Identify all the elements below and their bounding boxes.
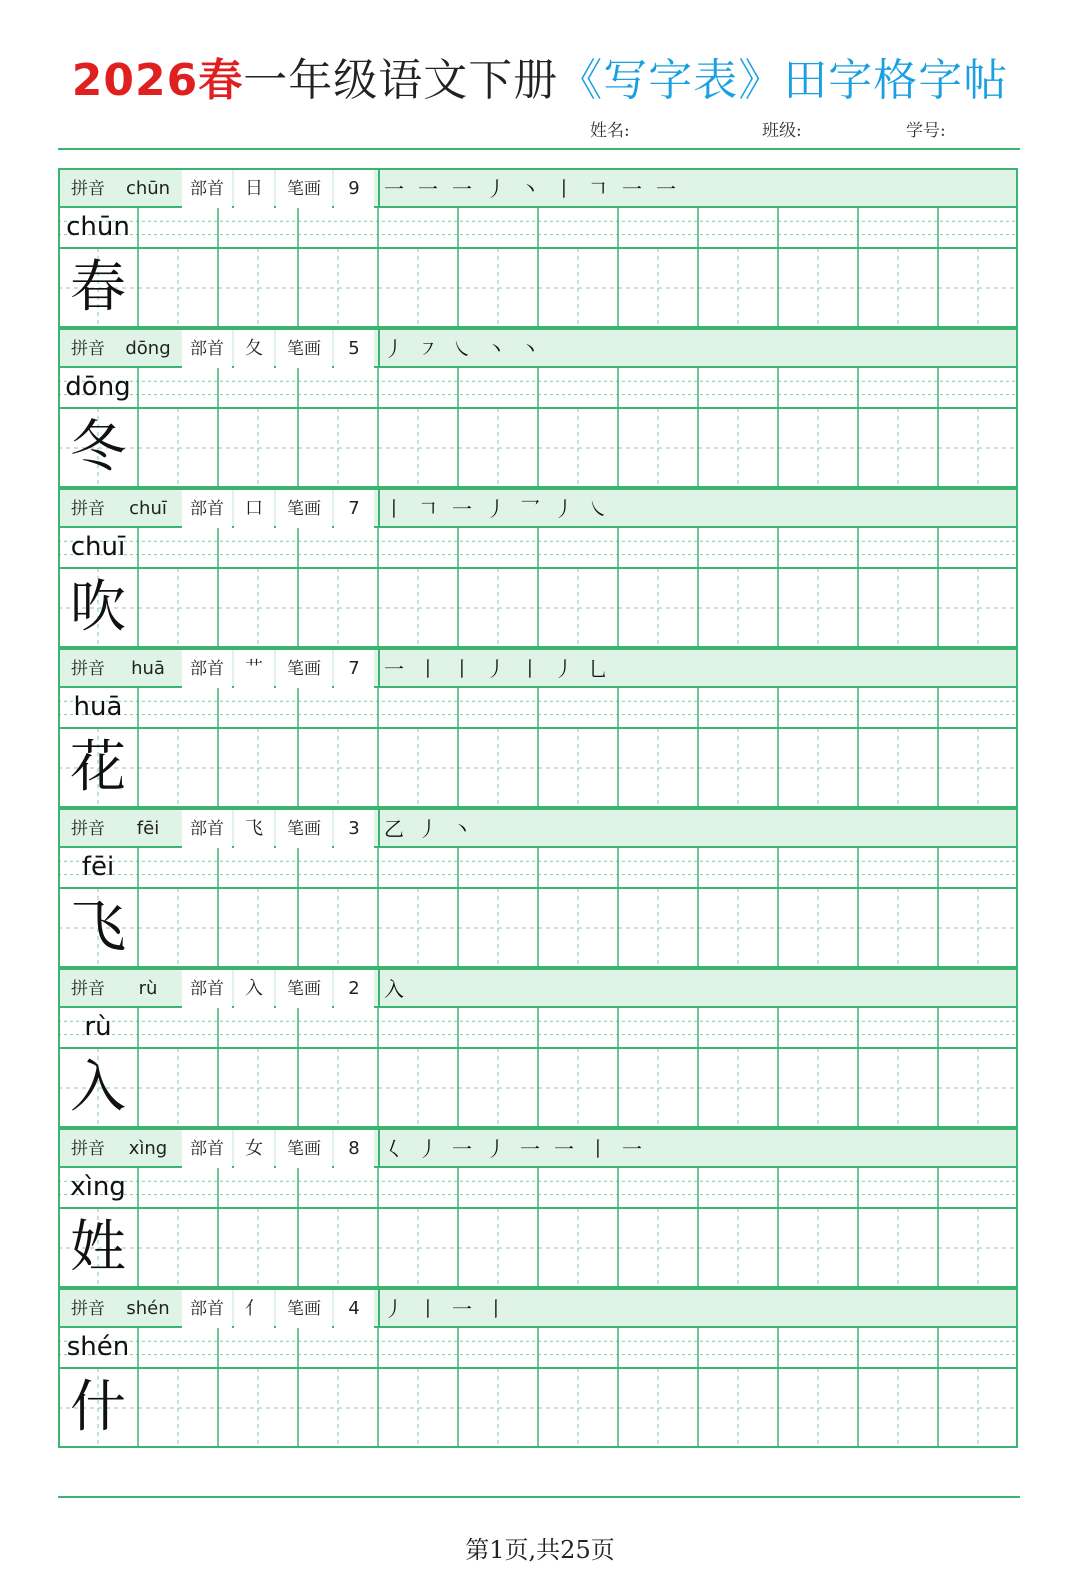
- model-character: 春: [70, 255, 126, 320]
- pinyin-label: 拼音: [71, 339, 105, 359]
- stroke-count-label: 笔画: [276, 1290, 332, 1328]
- pinyin-value: xìng: [128, 1138, 168, 1159]
- char-entry: [58, 488, 1018, 648]
- pinyin-value: fēi: [136, 818, 160, 839]
- radical-label: 部首: [182, 170, 232, 208]
- radical-value: 夂: [234, 330, 274, 368]
- writing-grid: [58, 208, 1018, 328]
- entry-info-row: [58, 1288, 1018, 1328]
- model-pinyin: rù: [84, 1012, 112, 1042]
- stroke-order: 𡿨丿一丿一一丨一: [384, 1137, 656, 1161]
- model-pinyin: shén: [66, 1332, 130, 1362]
- stroke-count-label: 笔画: [276, 490, 332, 528]
- entry-info-row: [58, 488, 1018, 528]
- practice-sheet: [58, 168, 1018, 1448]
- writing-grid: [58, 688, 1018, 808]
- radical-label: 部首: [182, 490, 232, 528]
- stroke-count-value: 5: [334, 330, 374, 368]
- model-pinyin: chuī: [70, 532, 126, 562]
- char-entry: [58, 168, 1018, 328]
- title-book: 《写字表》田字格字帖: [558, 55, 1009, 106]
- pinyin-value: dōng: [125, 338, 171, 359]
- char-entry: [58, 1128, 1018, 1288]
- pinyin-value: shén: [126, 1298, 170, 1319]
- stroke-count-value: 7: [334, 650, 374, 688]
- stroke-count-value: 7: [334, 490, 374, 528]
- stroke-order: 丿㇇㇏丶丶: [384, 337, 554, 361]
- pinyin-value: chuī: [129, 498, 167, 519]
- stroke-count-value: 3: [334, 810, 374, 848]
- info-separator: [378, 490, 380, 528]
- radical-value: 口: [234, 490, 274, 528]
- pinyin-value: huā: [131, 658, 165, 679]
- model-pinyin: huā: [73, 692, 123, 722]
- model-character: 飞: [70, 895, 126, 960]
- radical-value: 入: [234, 970, 274, 1008]
- stroke-order: 丨𠃍一丿乛丿㇏: [384, 497, 622, 521]
- stroke-count-label: 笔画: [276, 170, 332, 208]
- writing-grid: [58, 528, 1018, 648]
- pinyin-value: rù: [138, 978, 158, 999]
- pinyin-label: 拼音: [71, 1299, 105, 1319]
- model-character: 姓: [70, 1215, 126, 1280]
- radical-label: 部首: [182, 650, 232, 688]
- info-separator: [378, 970, 380, 1008]
- char-entry: [58, 648, 1018, 808]
- model-pinyin: fēi: [81, 852, 115, 882]
- pinyin-label: 拼音: [71, 499, 105, 519]
- model-pinyin: chūn: [66, 212, 130, 242]
- model-pinyin: dōng: [65, 372, 131, 402]
- stroke-order: 乙丿丶: [384, 817, 486, 841]
- char-entry: [58, 1288, 1018, 1448]
- info-separator: [378, 650, 380, 688]
- char-entry: [58, 328, 1018, 488]
- radical-label: 部首: [182, 1290, 232, 1328]
- model-character: 什: [70, 1375, 126, 1440]
- stroke-order: 入: [384, 977, 418, 1001]
- entry-info-row: [58, 808, 1018, 848]
- entry-info-row: [58, 328, 1018, 368]
- info-separator: [378, 170, 380, 208]
- stroke-order: 一丨丨丿丨丿乚: [384, 657, 622, 681]
- radical-value: 飞: [234, 810, 274, 848]
- radical-value: 亻: [234, 1290, 274, 1328]
- radical-value: 日: [234, 170, 274, 208]
- name-label: 姓名:: [590, 121, 630, 141]
- class-label: 班级:: [762, 121, 802, 141]
- pinyin-label: 拼音: [71, 179, 105, 199]
- stroke-count-label: 笔画: [276, 810, 332, 848]
- radical-value: 艹: [234, 650, 274, 688]
- writing-grid: [58, 1328, 1018, 1448]
- model-character: 入: [70, 1055, 126, 1120]
- radical-label: 部首: [182, 970, 232, 1008]
- radical-value: 女: [234, 1130, 274, 1168]
- stroke-count-label: 笔画: [276, 970, 332, 1008]
- info-separator: [378, 1130, 380, 1168]
- info-separator: [378, 330, 380, 368]
- stroke-order: 一一一丿丶丨𠃍一一: [384, 177, 690, 201]
- info-separator: [378, 1290, 380, 1328]
- entry-info-row: [58, 968, 1018, 1008]
- stroke-count-label: 笔画: [276, 330, 332, 368]
- stroke-count-label: 笔画: [276, 650, 332, 688]
- pinyin-label: 拼音: [71, 659, 105, 679]
- stroke-order: 丿丨一丨: [384, 1297, 520, 1321]
- entry-info-row: [58, 648, 1018, 688]
- pinyin-label: 拼音: [71, 979, 105, 999]
- stroke-count-value: 8: [334, 1130, 374, 1168]
- entry-info-row: [58, 1128, 1018, 1168]
- stroke-count-label: 笔画: [276, 1130, 332, 1168]
- writing-grid: [58, 1168, 1018, 1288]
- radical-label: 部首: [182, 810, 232, 848]
- char-entry: [58, 968, 1018, 1128]
- entry-info-row: [58, 168, 1018, 208]
- title-year: 2026春: [71, 55, 244, 106]
- title-grade: 一年级语文下册: [243, 55, 559, 106]
- header-divider: [58, 148, 1020, 150]
- pinyin-label: 拼音: [71, 819, 105, 839]
- stroke-count-value: 4: [334, 1290, 374, 1328]
- char-entry: [58, 808, 1018, 968]
- pinyin-value: chūn: [125, 178, 171, 199]
- page-number: 第1页,共25页: [465, 1536, 615, 1564]
- stroke-count-value: 2: [334, 970, 374, 1008]
- writing-grid: [58, 1008, 1018, 1128]
- writing-grid: [58, 368, 1018, 488]
- model-pinyin: xìng: [70, 1172, 126, 1202]
- model-character: 花: [70, 735, 126, 800]
- radical-label: 部首: [182, 1130, 232, 1168]
- radical-label: 部首: [182, 330, 232, 368]
- writing-grid: [58, 848, 1018, 968]
- stroke-count-value: 9: [334, 170, 374, 208]
- pinyin-label: 拼音: [71, 1139, 105, 1159]
- student-id-label: 学号:: [906, 121, 946, 141]
- footer-divider: [58, 1496, 1020, 1498]
- page-title: [0, 44, 1080, 108]
- model-character: 吹: [70, 575, 126, 640]
- info-separator: [378, 810, 380, 848]
- model-character: 冬: [70, 415, 126, 480]
